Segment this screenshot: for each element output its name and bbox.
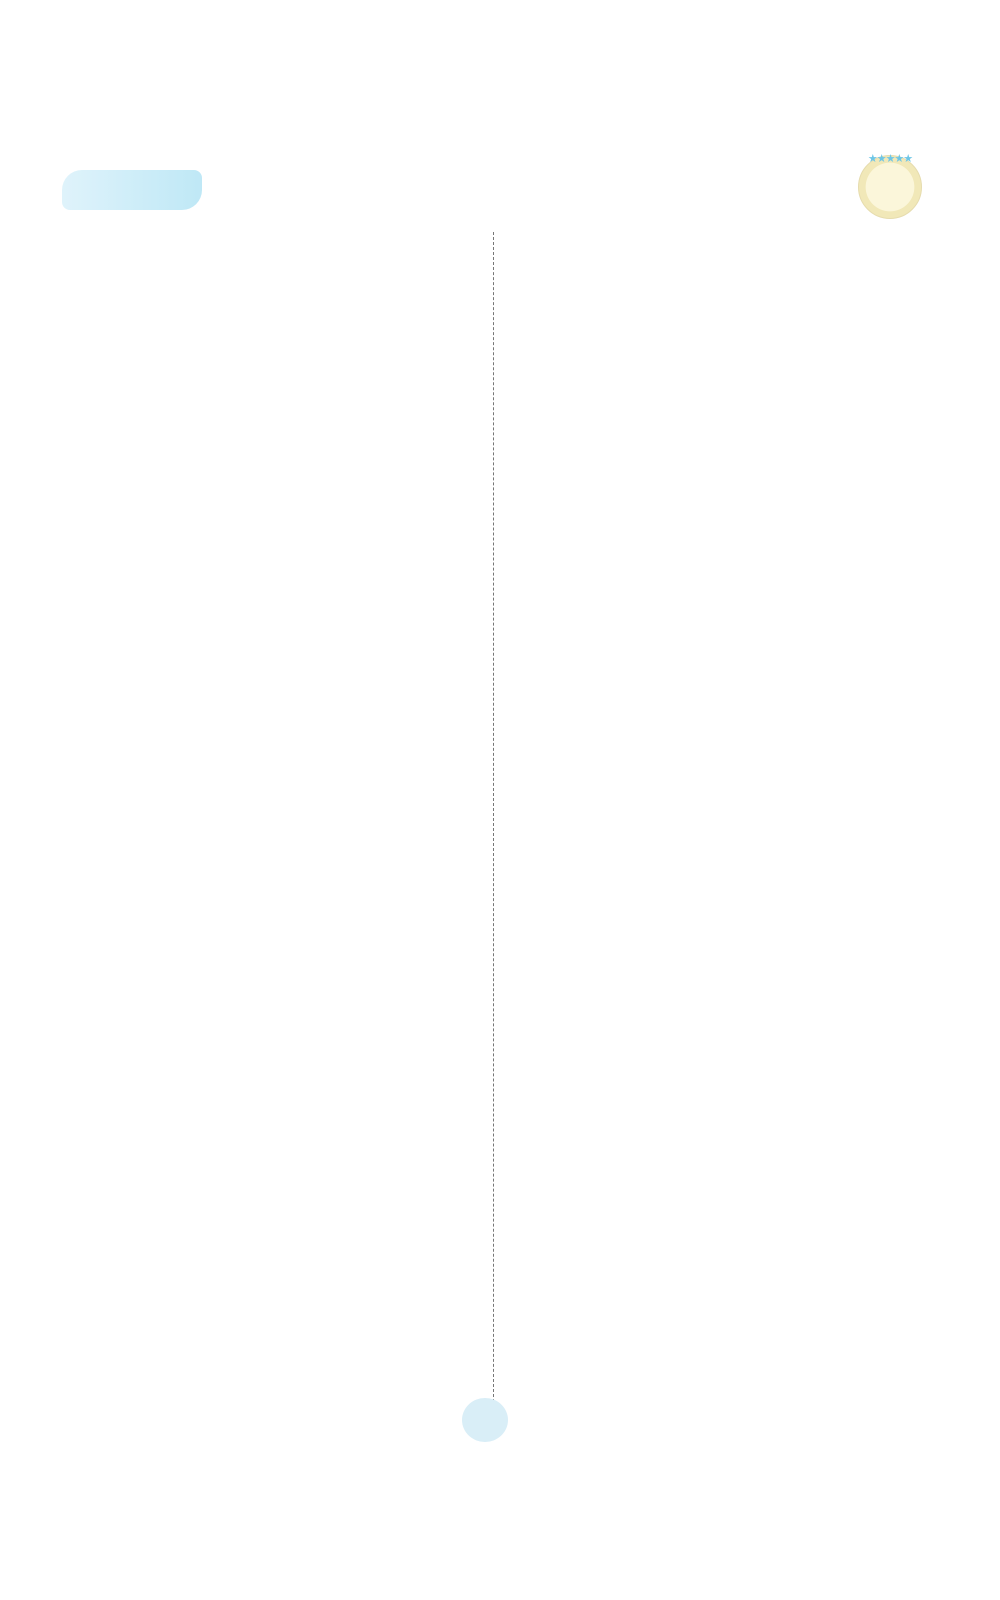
left-column xyxy=(55,228,465,238)
listening-passage xyxy=(518,222,928,256)
series-logo xyxy=(62,170,202,210)
publisher-badge-icon: ★★★★★ xyxy=(858,155,922,219)
page-number xyxy=(455,1397,515,1443)
page-header xyxy=(0,150,1000,210)
right-column xyxy=(518,222,928,256)
corner-logo xyxy=(810,1508,970,1588)
column-divider xyxy=(493,232,494,1412)
